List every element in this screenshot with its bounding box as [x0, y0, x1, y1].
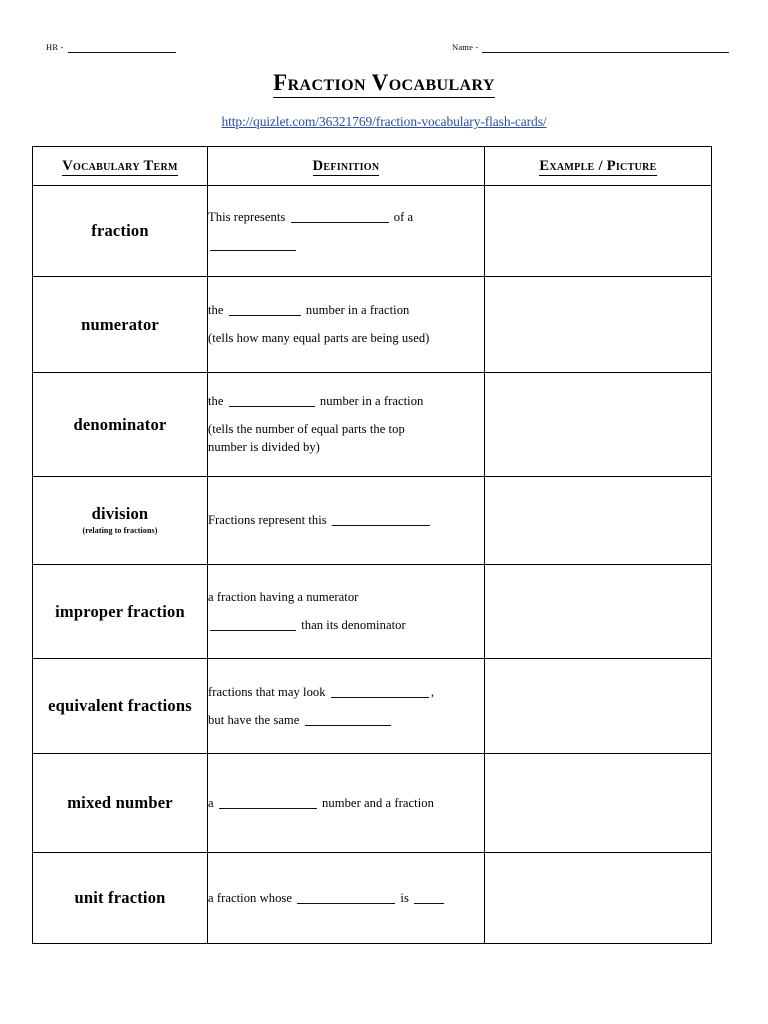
definition-line: [208, 890, 484, 907]
definition-cell: [208, 186, 485, 277]
definition-line: [208, 393, 484, 410]
vocabulary-table-body: [33, 147, 712, 944]
definition-text: Fractions represent this: [208, 513, 330, 527]
vocabulary-term-cell: [33, 277, 208, 373]
definition-line: [208, 512, 484, 529]
vocabulary-term-cell: [33, 853, 208, 944]
definition-text: a fraction having a numerator: [208, 590, 359, 604]
table-row: [33, 477, 712, 565]
vocabulary-table: [32, 146, 712, 944]
vocabulary-term-label: division: [91, 504, 149, 523]
table-row: [33, 659, 712, 754]
name-blank-line[interactable]: [482, 52, 729, 53]
vocabulary-term-label: fraction: [91, 221, 149, 240]
vocabulary-term-cell: [33, 659, 208, 754]
vocabulary-term-label: improper fraction: [55, 601, 185, 621]
resource-link-container: [0, 113, 768, 131]
table-row: [33, 754, 712, 853]
quizlet-link[interactable]: http://quizlet.com/36321769/fraction-vocabulary-flash-cards/: [221, 114, 547, 129]
definition-line: [208, 589, 484, 606]
vocabulary-term-cell: [33, 754, 208, 853]
definition-line: [208, 684, 484, 701]
column-header-example: [485, 147, 712, 186]
homeroom-label: HR -: [46, 42, 64, 52]
example-picture-cell[interactable]: [485, 277, 712, 373]
definition-cell: [208, 659, 485, 754]
fill-in-blank[interactable]: [229, 303, 301, 316]
definition-text: (tells how many equal parts are being used): [208, 331, 430, 345]
vocabulary-term-cell: [33, 565, 208, 659]
student-id-line: [0, 40, 768, 62]
vocabulary-term-label: equivalent fractions: [48, 696, 192, 715]
column-header-definition: [208, 147, 485, 186]
definition-text: ,: [430, 684, 435, 699]
example-picture-cell[interactable]: [485, 565, 712, 659]
definition-line: [208, 302, 484, 319]
fill-in-blank[interactable]: [331, 685, 429, 698]
vocabulary-term-subtitle: (relating to fractions): [82, 526, 158, 535]
fill-in-blank[interactable]: [210, 618, 296, 631]
definition-line: [208, 209, 484, 226]
table-row: [33, 565, 712, 659]
homeroom-field-group: [46, 40, 176, 55]
homeroom-blank-line[interactable]: [68, 52, 176, 53]
example-picture-cell[interactable]: [485, 373, 712, 477]
column-header-term-label: Vocabulary Term: [62, 157, 178, 174]
definition-text: the: [208, 394, 227, 408]
definition-text: but have the same: [208, 712, 303, 727]
name-field-group: [452, 40, 729, 55]
name-label: Name -: [452, 42, 479, 52]
definition-text: than its denominator: [298, 618, 406, 632]
vocabulary-term-label: mixed number: [67, 793, 173, 812]
vocabulary-term-cell: [33, 186, 208, 277]
fill-in-blank[interactable]: [414, 891, 444, 904]
fill-in-blank[interactable]: [229, 394, 315, 407]
table-row: [33, 277, 712, 373]
table-row: [33, 853, 712, 944]
definition-text: a fraction whose: [208, 890, 296, 905]
vocabulary-term-label: numerator: [81, 314, 159, 334]
definition-text: number in a fraction: [302, 303, 410, 317]
fill-in-blank[interactable]: [210, 238, 296, 251]
definition-line: [208, 421, 484, 438]
vocabulary-term-label: denominator: [73, 414, 167, 434]
definition-line: [208, 712, 484, 729]
definition-line: [208, 795, 484, 812]
definition-text: (tells the number of equal parts the top: [208, 422, 405, 436]
fill-in-blank[interactable]: [305, 713, 391, 726]
definition-text: number in a fraction: [316, 394, 424, 408]
definition-line: [208, 439, 484, 456]
definition-text: fractions that may look: [208, 684, 329, 699]
definition-cell: [208, 477, 485, 565]
definition-text: the: [208, 303, 227, 317]
definition-text: number and a fraction: [318, 795, 434, 810]
example-picture-cell[interactable]: [485, 477, 712, 565]
page-title: [0, 70, 768, 98]
definition-text: number is divided by): [208, 440, 320, 454]
table-header-row: [33, 147, 712, 186]
vocabulary-term-cell: [33, 373, 208, 477]
fill-in-blank[interactable]: [332, 513, 430, 526]
column-header-definition-label: Definition: [312, 157, 380, 174]
definition-cell: [208, 754, 485, 853]
example-picture-cell[interactable]: [485, 754, 712, 853]
example-picture-cell[interactable]: [485, 186, 712, 277]
example-picture-cell[interactable]: [485, 853, 712, 944]
fill-in-blank[interactable]: [291, 210, 389, 223]
table-row: [33, 373, 712, 477]
definition-line: [208, 330, 484, 347]
definition-cell: [208, 373, 485, 477]
definition-line: [208, 237, 484, 254]
table-row: [33, 186, 712, 277]
definition-line: [208, 617, 484, 634]
definition-cell: [208, 277, 485, 373]
example-picture-cell[interactable]: [485, 659, 712, 754]
definition-text: is: [397, 890, 413, 905]
fill-in-blank[interactable]: [219, 796, 317, 809]
column-header-example-label: Example / Picture: [539, 157, 657, 174]
column-header-term: [33, 147, 208, 186]
definition-cell: [208, 853, 485, 944]
fill-in-blank[interactable]: [297, 891, 395, 904]
definition-text: a: [208, 795, 217, 810]
page-title-text: Fraction Vocabulary: [273, 70, 495, 98]
definition-text: This represents: [208, 209, 289, 224]
vocabulary-term-label: unit fraction: [74, 888, 166, 907]
definition-cell: [208, 565, 485, 659]
definition-text: of a: [390, 209, 414, 224]
vocabulary-term-cell: [33, 477, 208, 565]
